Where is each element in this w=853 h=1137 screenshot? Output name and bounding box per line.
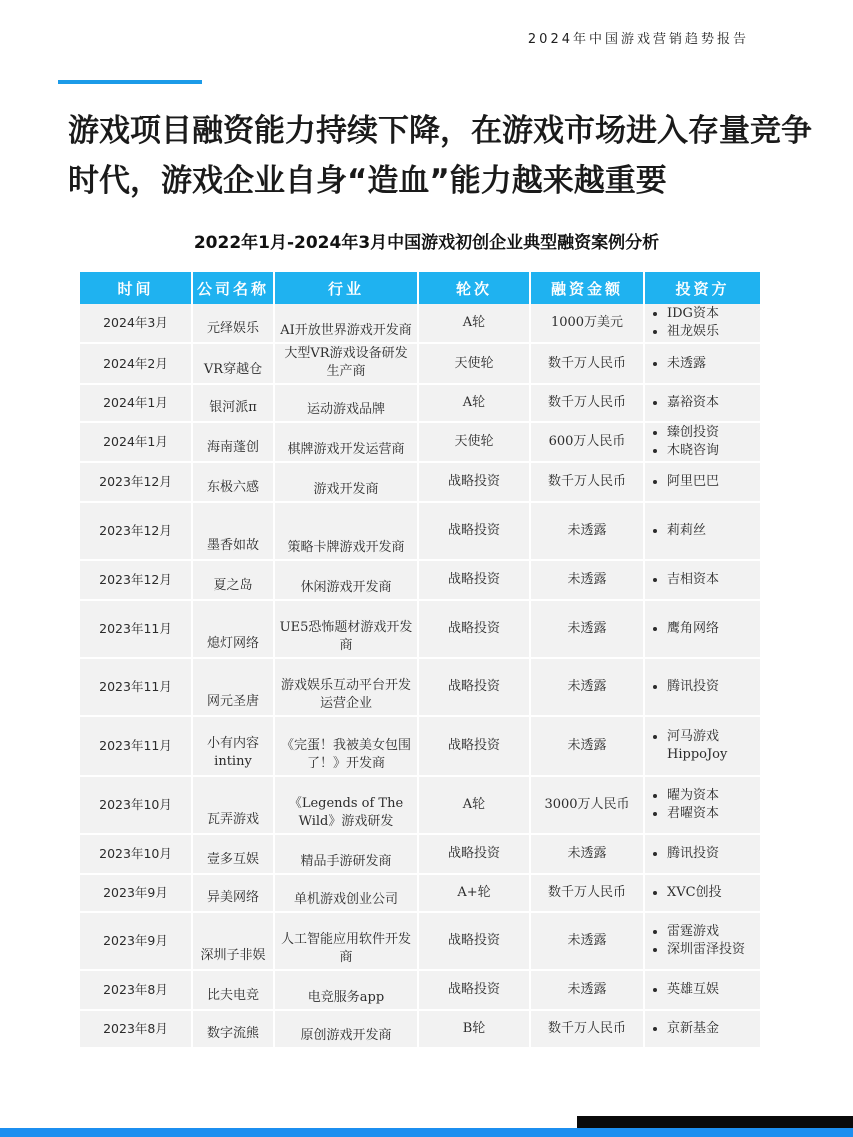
cell-industry: 策略卡牌游戏开发商 (274, 502, 418, 560)
cell-round: A轮 (418, 304, 530, 343)
cell-industry: 原创游戏开发商 (274, 1010, 418, 1048)
cell-industry: 精品手游研发商 (274, 834, 418, 874)
table-row (80, 1010, 760, 1048)
cell-amount: 未透露 (530, 834, 644, 874)
accent-line (58, 80, 202, 84)
cell-company: 东极六感 (192, 462, 274, 502)
cell-company: 网元圣唐 (192, 658, 274, 716)
cell-industry: 棋牌游戏开发运营商 (274, 422, 418, 462)
cell-company: VR穿越仓 (192, 343, 274, 384)
cell-round: 战略投资 (418, 970, 530, 1010)
cell-company: 海南蓬创 (192, 422, 274, 462)
cell-round: B轮 (418, 1010, 530, 1048)
cell-investors (644, 716, 760, 776)
column-header-date: 时间 (80, 272, 192, 304)
table-row (80, 462, 760, 502)
investor-list (651, 571, 757, 589)
column-header-amount: 融资金额 (530, 272, 644, 304)
cell-round: 天使轮 (418, 422, 530, 462)
page-headline: 游戏项目融资能力持续下降，在游戏市场进入存量竞争时代，游戏企业自身“造血”能力越来越重要 (68, 113, 812, 199)
report-name: 2024年中国游戏营销趋势报告 (527, 32, 749, 47)
cell-investors (644, 658, 760, 716)
table-row (80, 776, 760, 834)
cell-investors (644, 912, 760, 970)
column-header-industry: 行业 (274, 272, 418, 304)
cell-company: 银河派π (192, 384, 274, 422)
cell-amount: 未透露 (530, 970, 644, 1010)
cell-company: 比夫电竞 (192, 970, 274, 1010)
cell-date: 2024年1月 (80, 384, 192, 422)
cell-round: 战略投资 (418, 560, 530, 600)
cell-date: 2023年10月 (80, 776, 192, 834)
investor-item: • 木晓咨询 (667, 442, 757, 460)
cell-investors (644, 600, 760, 658)
cell-company: 元绎娱乐 (192, 304, 274, 343)
footer-blue-bar (0, 1128, 853, 1137)
cell-date: 2023年11月 (80, 658, 192, 716)
column-header-company: 公司名称 (192, 272, 274, 304)
cell-industry: 运动游戏品牌 (274, 384, 418, 422)
cell-date: 2023年12月 (80, 560, 192, 600)
cell-investors (644, 422, 760, 462)
table-row (80, 912, 760, 970)
column-header-investors: 投资方 (644, 272, 760, 304)
investor-item: • 鹰角网络 (667, 620, 757, 638)
column-header-round: 轮次 (418, 272, 530, 304)
table-row (80, 304, 760, 343)
investor-item: • 英雄互娱 (667, 981, 757, 999)
cell-amount: 数千万人民币 (530, 1010, 644, 1048)
cell-industry: 《Legends of The Wild》游戏研发 (274, 776, 418, 834)
cell-investors (644, 776, 760, 834)
cell-date: 2023年11月 (80, 716, 192, 776)
investor-item: • 雷霆游戏 (667, 923, 757, 941)
cell-investors (644, 462, 760, 502)
cell-industry: 人工智能应用软件开发商 (274, 912, 418, 970)
investor-item: • 祖龙娱乐 (667, 323, 757, 341)
cell-round: 战略投资 (418, 912, 530, 970)
table-row (80, 502, 760, 560)
footer-black-bar (577, 1116, 853, 1128)
cell-investors (644, 970, 760, 1010)
cell-company: 异美网络 (192, 874, 274, 912)
cell-industry: 大型VR游戏设备研发生产商 (274, 343, 418, 384)
investor-list (651, 678, 757, 696)
cell-amount: 未透露 (530, 600, 644, 658)
investor-list (651, 787, 757, 823)
table-row (80, 834, 760, 874)
cell-investors (644, 834, 760, 874)
cell-date: 2023年8月 (80, 1010, 192, 1048)
table-row (80, 658, 760, 716)
cell-investors (644, 502, 760, 560)
investor-item: • 莉莉丝 (667, 522, 757, 540)
investor-item: • 腾讯投资 (667, 678, 757, 696)
cell-round: 战略投资 (418, 834, 530, 874)
investor-list (651, 473, 757, 491)
table-row (80, 422, 760, 462)
cell-round: 战略投资 (418, 462, 530, 502)
investor-item: • IDG资本 (667, 305, 757, 323)
cell-industry: 电竞服务app (274, 970, 418, 1010)
cell-investors (644, 343, 760, 384)
cell-industry: 游戏开发商 (274, 462, 418, 502)
cell-industry: AI开放世界游戏开发商 (274, 304, 418, 343)
investor-list (651, 923, 757, 959)
cell-date: 2024年3月 (80, 304, 192, 343)
cell-amount: 未透露 (530, 502, 644, 560)
investor-item: • 嘉裕资本 (667, 394, 757, 412)
cell-date: 2023年10月 (80, 834, 192, 874)
cell-amount: 3000万人民币 (530, 776, 644, 834)
investor-list (651, 981, 757, 999)
cell-investors (644, 560, 760, 600)
table-row (80, 716, 760, 776)
cell-date: 2023年12月 (80, 462, 192, 502)
table-row (80, 343, 760, 384)
table-header-row (80, 272, 760, 304)
investor-item: • 吉相资本 (667, 571, 757, 589)
financing-cases-table (80, 272, 760, 1049)
investor-list (651, 1020, 757, 1038)
cell-industry: UE5恐怖题材游戏开发商 (274, 600, 418, 658)
cell-company: 数字流熊 (192, 1010, 274, 1048)
investor-item: • 君曜资本 (667, 805, 757, 823)
table-row (80, 560, 760, 600)
cell-amount: 未透露 (530, 716, 644, 776)
cell-investors (644, 1010, 760, 1048)
cell-round: 战略投资 (418, 600, 530, 658)
cell-investors (644, 304, 760, 343)
cell-amount: 未透露 (530, 658, 644, 716)
cell-date: 2023年9月 (80, 912, 192, 970)
investor-item: • 曜为资本 (667, 787, 757, 805)
cell-industry: 《完蛋！我被美女包围了！》开发商 (274, 716, 418, 776)
cell-round: 战略投资 (418, 658, 530, 716)
cell-company: 熄灯网络 (192, 600, 274, 658)
investor-list (651, 394, 757, 412)
cell-amount: 数千万人民币 (530, 462, 644, 502)
investor-list (651, 305, 757, 341)
investor-item: • 臻创投资 (667, 424, 757, 442)
investor-item: • 阿里巴巴 (667, 473, 757, 491)
table-row (80, 970, 760, 1010)
investor-item: • 未透露 (667, 355, 757, 373)
investor-item: • 京新基金 (667, 1020, 757, 1038)
cell-amount: 数千万人民币 (530, 343, 644, 384)
cell-round: 天使轮 (418, 343, 530, 384)
table-row (80, 384, 760, 422)
cell-date: 2023年9月 (80, 874, 192, 912)
investor-list (651, 620, 757, 638)
investor-list (651, 355, 757, 373)
cell-amount: 600万人民币 (530, 422, 644, 462)
cell-company: 瓦弄游戏 (192, 776, 274, 834)
cell-company: 夏之岛 (192, 560, 274, 600)
cell-industry: 游戏娱乐互动平台开发运营企业 (274, 658, 418, 716)
investor-list (651, 728, 757, 764)
cell-date: 2023年8月 (80, 970, 192, 1010)
cell-investors (644, 874, 760, 912)
cell-round: 战略投资 (418, 716, 530, 776)
cell-round: 战略投资 (418, 502, 530, 560)
table-row (80, 874, 760, 912)
investor-item: • 河马游戏HippoJoy (667, 728, 757, 764)
cell-amount: 数千万人民币 (530, 874, 644, 912)
cell-industry: 休闲游戏开发商 (274, 560, 418, 600)
cell-round: A轮 (418, 384, 530, 422)
cell-round: A轮 (418, 776, 530, 834)
cell-investors (644, 384, 760, 422)
investor-item: • 深圳雷泽投资 (667, 941, 757, 959)
investor-list (651, 424, 757, 460)
cell-amount: 未透露 (530, 912, 644, 970)
cell-industry: 单机游戏创业公司 (274, 874, 418, 912)
cell-amount: 1000万美元 (530, 304, 644, 343)
investor-item: • 腾讯投资 (667, 845, 757, 863)
cell-amount: 数千万人民币 (530, 384, 644, 422)
cell-company: 壹多互娱 (192, 834, 274, 874)
cell-company: 墨香如故 (192, 502, 274, 560)
cell-date: 2023年12月 (80, 502, 192, 560)
investor-list (651, 884, 757, 902)
cell-date: 2024年2月 (80, 343, 192, 384)
cell-company: 深圳子非娱 (192, 912, 274, 970)
investor-list (651, 522, 757, 540)
cell-company: 小有内容intiny (192, 716, 274, 776)
cell-date: 2024年1月 (80, 422, 192, 462)
table-title: 2022年1月-2024年3月中国游戏初创企业典型融资案例分析 (193, 233, 660, 253)
table-row (80, 600, 760, 658)
cell-amount: 未透露 (530, 560, 644, 600)
cell-round: A+轮 (418, 874, 530, 912)
investor-item: • XVC创投 (667, 884, 757, 902)
cell-date: 2023年11月 (80, 600, 192, 658)
investor-list (651, 845, 757, 863)
